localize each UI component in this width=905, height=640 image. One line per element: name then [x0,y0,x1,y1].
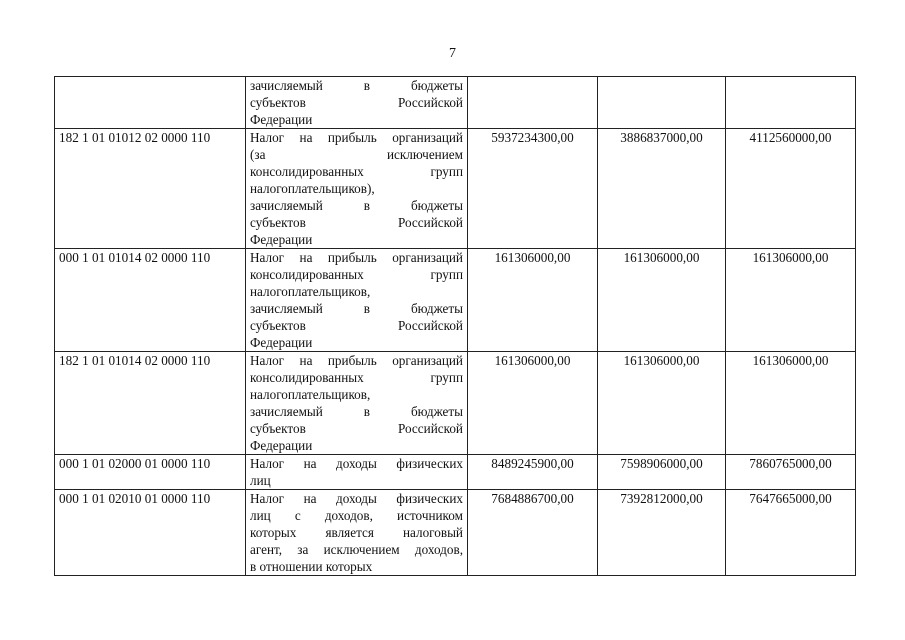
table-row [55,352,856,455]
revenue-name-line: зачисляемый в бюджеты [250,78,463,93]
amount-year-3-cell: 4112560000,00 [726,129,856,249]
amount-year-1-cell [468,77,598,129]
table-row [55,77,856,129]
amount-year-1-cell: 161306000,00 [468,352,598,455]
revenue-name-line: консолидированных групп [250,267,463,282]
budget-code-cell: 000 1 01 01014 02 0000 110 [55,249,246,352]
page-number: 7 [449,46,456,61]
budget-code-cell: 000 1 01 02000 01 0000 110 [55,455,246,490]
revenue-name-line: налогоплательщиков, [250,284,371,299]
revenue-name-line: налогоплательщиков, [250,387,371,402]
revenue-name-line: консолидированных групп [250,164,463,179]
revenue-name-line: Федерации [250,112,313,127]
revenue-name-line: зачисляемый в бюджеты [250,404,463,419]
amount-year-3-cell: 7647665000,00 [726,490,856,576]
revenue-name-line: агент, за исключением доходов, [250,542,463,557]
table-row [55,129,856,249]
revenue-name-line: которых является налоговый [250,525,463,540]
revenue-name-cell [246,77,468,129]
budget-code-cell [55,77,246,129]
budget-code-cell: 000 1 01 02010 01 0000 110 [55,490,246,576]
amount-year-1-cell: 7684886700,00 [468,490,598,576]
revenue-name-line: субъектов Российской [250,318,463,333]
revenue-name-cell [246,352,468,455]
revenue-name-line: субъектов Российской [250,215,463,230]
revenue-name-line: Федерации [250,232,313,247]
amount-year-3-cell: 7860765000,00 [726,455,856,490]
revenue-name-cell [246,490,468,576]
amount-year-3-cell: 161306000,00 [726,352,856,455]
amount-year-1-cell: 5937234300,00 [468,129,598,249]
revenue-name-line: Налог на прибыль организаций [250,353,463,368]
amount-year-2-cell: 161306000,00 [598,352,726,455]
revenue-name-line: консолидированных групп [250,370,463,385]
amount-year-3-cell [726,77,856,129]
amount-year-2-cell [598,77,726,129]
revenue-name-line: (за исключением [250,147,463,162]
revenue-name-cell [246,455,468,490]
amount-year-1-cell: 8489245900,00 [468,455,598,490]
revenue-name-line: Налог на прибыль организаций [250,130,463,145]
budget-code-cell: 182 1 01 01014 02 0000 110 [55,352,246,455]
revenue-name-line: зачисляемый в бюджеты [250,301,463,316]
revenue-name-line: лиц с доходов, источником [250,508,463,523]
table-row [55,490,856,576]
amount-year-2-cell: 7392812000,00 [598,490,726,576]
revenue-name-cell [246,249,468,352]
revenue-name-line: налогоплательщиков), [250,181,375,196]
revenue-name-line: Налог на доходы физических [250,491,463,506]
revenue-name-line: лиц [250,473,271,488]
amount-year-1-cell: 161306000,00 [468,249,598,352]
amount-year-3-cell: 161306000,00 [726,249,856,352]
table-row [55,455,856,490]
revenue-name-line: Федерации [250,438,313,453]
budget-revenue-table [54,76,856,576]
amount-year-2-cell: 161306000,00 [598,249,726,352]
revenue-name-line: Налог на доходы физических [250,456,463,471]
table-body [55,77,856,576]
revenue-name-line: субъектов Российской [250,95,463,110]
budget-code-cell: 182 1 01 01012 02 0000 110 [55,129,246,249]
revenue-name-cell [246,129,468,249]
table-row [55,249,856,352]
revenue-name-line: в отношении которых [250,559,373,574]
revenue-name-line: зачисляемый в бюджеты [250,198,463,213]
revenue-name-line: субъектов Российской [250,421,463,436]
amount-year-2-cell: 3886837000,00 [598,129,726,249]
amount-year-2-cell: 7598906000,00 [598,455,726,490]
revenue-name-line: Налог на прибыль организаций [250,250,463,265]
revenue-name-line: Федерации [250,335,313,350]
